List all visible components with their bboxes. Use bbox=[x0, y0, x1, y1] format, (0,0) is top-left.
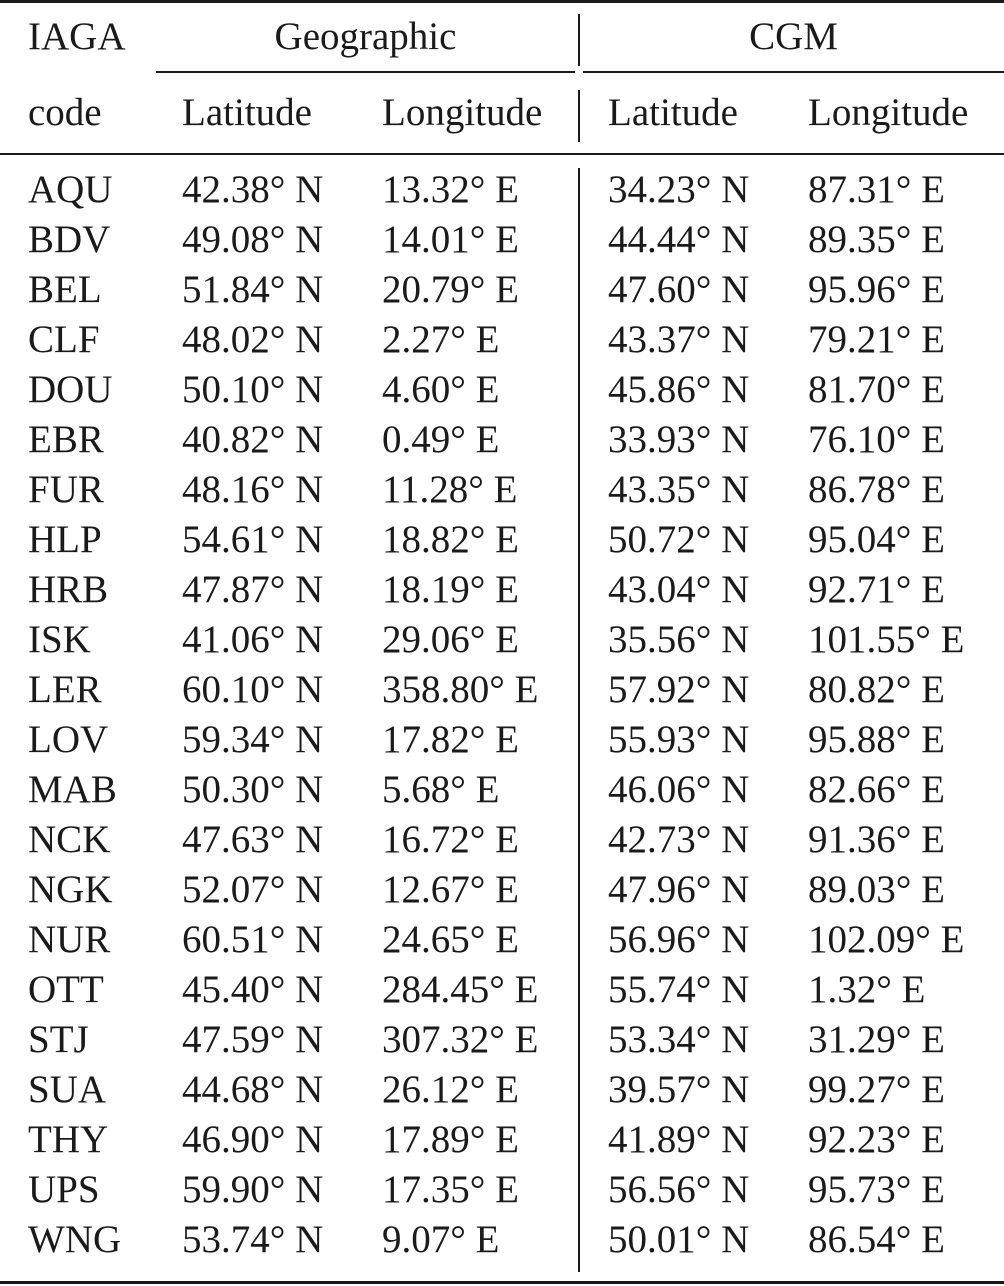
cgm-latitude-cell: 43.35° N bbox=[608, 468, 750, 511]
geo-longitude-cell: 29.06° E bbox=[382, 618, 519, 661]
cgm-underline bbox=[583, 71, 1004, 73]
cgm-longitude-cell: 92.71° E bbox=[808, 568, 945, 611]
geo-latitude-header: Latitude bbox=[182, 91, 312, 134]
geo-latitude-cell: 52.07° N bbox=[182, 868, 324, 911]
station-code-cell: SUA bbox=[28, 1068, 107, 1111]
cgm-latitude-cell: 35.56° N bbox=[608, 618, 750, 661]
station-code-cell: NUR bbox=[28, 918, 111, 961]
geographic-group-header: Geographic bbox=[274, 15, 457, 58]
geo-latitude-cell: 60.51° N bbox=[182, 918, 324, 961]
cgm-longitude-cell: 92.23° E bbox=[808, 1118, 945, 1161]
station-code-cell: MAB bbox=[28, 768, 117, 811]
cgm-latitude-header: Latitude bbox=[608, 91, 738, 134]
cgm-latitude-cell: 41.89° N bbox=[608, 1118, 750, 1161]
top-rule bbox=[0, 0, 1004, 3]
cgm-latitude-cell: 50.01° N bbox=[608, 1218, 750, 1261]
geo-latitude-cell: 51.84° N bbox=[182, 268, 324, 311]
geo-latitude-cell: 44.68° N bbox=[182, 1068, 324, 1111]
cgm-longitude-cell: 31.29° E bbox=[808, 1018, 945, 1061]
cgm-latitude-cell: 47.96° N bbox=[608, 868, 750, 911]
cgm-latitude-cell: 34.23° N bbox=[608, 168, 750, 211]
cgm-longitude-cell: 86.78° E bbox=[808, 468, 945, 511]
geo-latitude-cell: 47.87° N bbox=[182, 568, 324, 611]
cgm-latitude-cell: 56.56° N bbox=[608, 1168, 750, 1211]
cgm-latitude-cell: 46.06° N bbox=[608, 768, 750, 811]
station-code-cell: CLF bbox=[28, 318, 100, 361]
cgm-longitude-cell: 81.70° E bbox=[808, 368, 945, 411]
geo-longitude-cell: 16.72° E bbox=[382, 818, 519, 861]
geo-longitude-cell: 11.28° E bbox=[382, 468, 518, 511]
geo-longitude-cell: 18.19° E bbox=[382, 568, 519, 611]
cgm-longitude-cell: 82.66° E bbox=[808, 768, 945, 811]
cgm-longitude-cell: 91.36° E bbox=[808, 818, 945, 861]
geo-latitude-cell: 50.10° N bbox=[182, 368, 324, 411]
geographic-underline bbox=[156, 71, 575, 73]
station-code-cell: LOV bbox=[28, 718, 109, 761]
station-code-cell: FUR bbox=[28, 468, 104, 511]
cgm-longitude-cell: 99.27° E bbox=[808, 1068, 945, 1111]
geo-longitude-cell: 284.45° E bbox=[382, 968, 539, 1011]
cgm-longitude-cell: 95.73° E bbox=[808, 1168, 945, 1211]
geo-longitude-cell: 26.12° E bbox=[382, 1068, 519, 1111]
station-code-cell: WNG bbox=[28, 1218, 122, 1261]
station-code-cell: EBR bbox=[28, 418, 104, 461]
cgm-longitude-header: Longitude bbox=[808, 91, 969, 134]
station-code-cell: LER bbox=[28, 668, 102, 711]
header-separator-top bbox=[578, 14, 580, 66]
cgm-longitude-cell: 80.82° E bbox=[808, 668, 945, 711]
cgm-latitude-cell: 33.93° N bbox=[608, 418, 750, 461]
cgm-latitude-cell: 43.37° N bbox=[608, 318, 750, 361]
cgm-latitude-cell: 44.44° N bbox=[608, 218, 750, 261]
geo-latitude-cell: 47.59° N bbox=[182, 1018, 324, 1061]
cgm-longitude-cell: 86.54° E bbox=[808, 1218, 945, 1261]
cgm-longitude-cell: 102.09° E bbox=[808, 918, 965, 961]
station-code-cell: DOU bbox=[28, 368, 113, 411]
station-code-cell: BDV bbox=[28, 218, 111, 261]
station-code-cell: AQU bbox=[28, 168, 113, 211]
cgm-longitude-cell: 95.96° E bbox=[808, 268, 945, 311]
cgm-latitude-cell: 53.34° N bbox=[608, 1018, 750, 1061]
geo-latitude-cell: 50.30° N bbox=[182, 768, 324, 811]
cgm-longitude-cell: 89.35° E bbox=[808, 218, 945, 261]
geo-latitude-cell: 46.90° N bbox=[182, 1118, 324, 1161]
geo-longitude-cell: 2.27° E bbox=[382, 318, 500, 361]
geo-longitude-cell: 5.68° E bbox=[382, 768, 500, 811]
geo-latitude-cell: 53.74° N bbox=[182, 1218, 324, 1261]
geo-longitude-cell: 358.80° E bbox=[382, 668, 539, 711]
station-code-cell: UPS bbox=[28, 1168, 100, 1211]
geo-longitude-cell: 307.32° E bbox=[382, 1018, 539, 1061]
cgm-longitude-cell: 95.88° E bbox=[808, 718, 945, 761]
geo-longitude-header: Longitude bbox=[382, 91, 543, 134]
cgm-longitude-cell: 95.04° E bbox=[808, 518, 945, 561]
header-separator-bottom bbox=[578, 90, 580, 142]
cgm-longitude-cell: 87.31° E bbox=[808, 168, 945, 211]
geo-longitude-cell: 18.82° E bbox=[382, 518, 519, 561]
geo-latitude-cell: 45.40° N bbox=[182, 968, 324, 1011]
geo-longitude-cell: 17.89° E bbox=[382, 1118, 519, 1161]
body-separator bbox=[578, 168, 580, 1272]
geo-latitude-cell: 59.34° N bbox=[182, 718, 324, 761]
geo-longitude-cell: 14.01° E bbox=[382, 218, 519, 261]
cgm-latitude-cell: 56.96° N bbox=[608, 918, 750, 961]
station-code-cell: OTT bbox=[28, 968, 104, 1011]
cgm-longitude-cell: 76.10° E bbox=[808, 418, 945, 461]
station-code-cell: BEL bbox=[28, 268, 102, 311]
geo-latitude-cell: 42.38° N bbox=[182, 168, 324, 211]
geo-latitude-cell: 41.06° N bbox=[182, 618, 324, 661]
geo-latitude-cell: 54.61° N bbox=[182, 518, 324, 561]
station-code-cell: ISK bbox=[28, 618, 91, 661]
geo-latitude-cell: 40.82° N bbox=[182, 418, 324, 461]
cgm-latitude-cell: 55.74° N bbox=[608, 968, 750, 1011]
station-code-cell: HLP bbox=[28, 518, 102, 561]
cgm-longitude-cell: 79.21° E bbox=[808, 318, 945, 361]
geo-latitude-cell: 60.10° N bbox=[182, 668, 324, 711]
cgm-longitude-cell: 89.03° E bbox=[808, 868, 945, 911]
geo-latitude-cell: 49.08° N bbox=[182, 218, 324, 261]
station-code-cell: NCK bbox=[28, 818, 111, 861]
station-code-cell: THY bbox=[28, 1118, 109, 1161]
cgm-latitude-cell: 43.04° N bbox=[608, 568, 750, 611]
cgm-longitude-cell: 1.32° E bbox=[808, 968, 926, 1011]
cgm-latitude-cell: 50.72° N bbox=[608, 518, 750, 561]
geo-longitude-cell: 17.82° E bbox=[382, 718, 519, 761]
geo-longitude-cell: 9.07° E bbox=[382, 1218, 500, 1261]
cgm-latitude-cell: 45.86° N bbox=[608, 368, 750, 411]
cgm-latitude-cell: 39.57° N bbox=[608, 1068, 750, 1111]
iaga-header: IAGA bbox=[28, 15, 126, 58]
cgm-group-header: CGM bbox=[749, 15, 838, 58]
geo-longitude-cell: 12.67° E bbox=[382, 868, 519, 911]
station-code-cell: NGK bbox=[28, 868, 113, 911]
header-rule bbox=[0, 153, 1004, 155]
geo-longitude-cell: 13.32° E bbox=[382, 168, 519, 211]
code-header: code bbox=[28, 91, 102, 134]
geo-longitude-cell: 20.79° E bbox=[382, 268, 519, 311]
geo-latitude-cell: 48.16° N bbox=[182, 468, 324, 511]
cgm-longitude-cell: 101.55° E bbox=[808, 618, 965, 661]
geo-longitude-cell: 24.65° E bbox=[382, 918, 519, 961]
bottom-rule bbox=[0, 1281, 1004, 1284]
station-code-cell: HRB bbox=[28, 568, 109, 611]
geo-latitude-cell: 48.02° N bbox=[182, 318, 324, 361]
geo-longitude-cell: 17.35° E bbox=[382, 1168, 519, 1211]
geo-latitude-cell: 59.90° N bbox=[182, 1168, 324, 1211]
cgm-latitude-cell: 55.93° N bbox=[608, 718, 750, 761]
geo-longitude-cell: 0.49° E bbox=[382, 418, 500, 461]
geo-longitude-cell: 4.60° E bbox=[382, 368, 500, 411]
geo-latitude-cell: 47.63° N bbox=[182, 818, 324, 861]
cgm-latitude-cell: 57.92° N bbox=[608, 668, 750, 711]
cgm-latitude-cell: 47.60° N bbox=[608, 268, 750, 311]
station-code-cell: STJ bbox=[28, 1018, 89, 1061]
cgm-latitude-cell: 42.73° N bbox=[608, 818, 750, 861]
